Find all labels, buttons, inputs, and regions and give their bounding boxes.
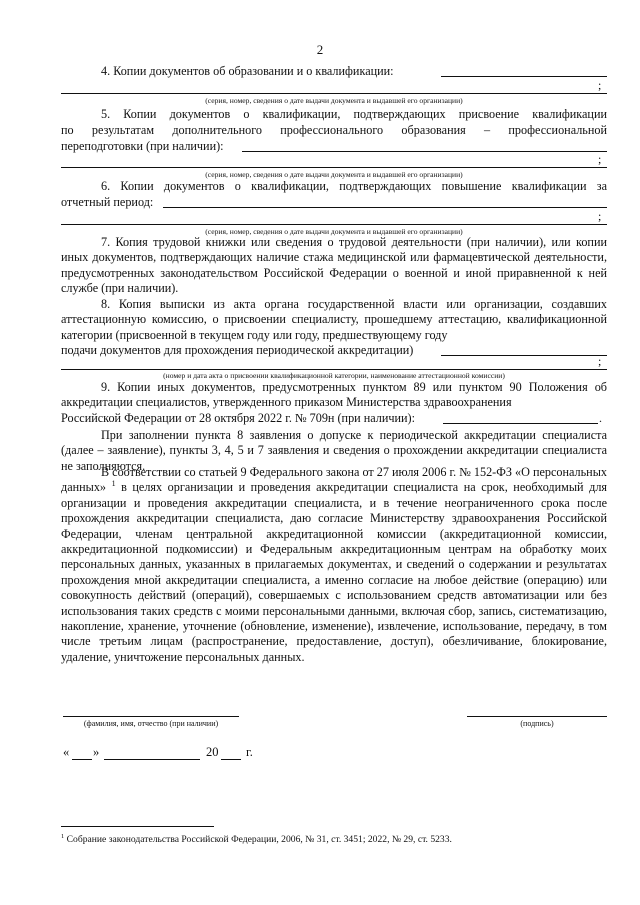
item-8-semicolon: ; [598, 354, 602, 368]
date-year-line[interactable] [221, 759, 241, 760]
item-5-line-3: переподготовки (при наличии): [61, 139, 224, 153]
item-6-line-1: 6. Копии документов о квалификации, подтверждающих повышение квалификации за [101, 179, 607, 193]
item-4-fill-line-2[interactable] [61, 93, 607, 94]
footnote-separator [61, 826, 214, 827]
item-6-line-2: отчетный период: [61, 195, 154, 209]
signature-caption: (подпись) [520, 719, 554, 728]
item-4-semicolon: ; [598, 78, 602, 92]
date-year-suffix: г. [246, 745, 253, 759]
date-open-quote: « [63, 745, 70, 759]
item-4-caption: (серия, номер, сведения о дате выдачи документа и выдавшей его организации) [205, 96, 463, 105]
date-day-line[interactable] [72, 759, 92, 760]
footnote-ref: 1 [111, 479, 116, 489]
full-name-line[interactable] [63, 716, 239, 717]
item-9-fill-line[interactable] [443, 423, 598, 424]
consent-text-after: в целях организации и проведения аккредитации специалиста на срок, необходимый для организации и проведения аккредитации специалиста, и в течение неограниченного срока после прохождения аккредитации специалиста, даю согласие Министерству здравоохранения Российской Федерации, членам центральной аккредитационной комиссии (аккредитационной комиссии, аккредитационной подкомиссии) и Федеральным аккредитационным центрам на обработку моих персональных данных, указанных в прилагаемых документах, и сведений о содержании и результатах прохождения мной аккредитации специалиста, а именно согласие на любое действие (операцию) или совокупность действий (операций), совершаемых с использованием средств автоматизации или без использования таких средств с моими персональными данными, включая сбор, запись, систематизацию, накопление, хранение, уточнение (обновление, изменение), извлечение, использование, передачу, в том числе третьим лицам (распространение, предоставление, доступ), обезличивание, блокирование, удаление, уничтожение персональных данных. [61, 480, 608, 664]
signature-line[interactable] [467, 716, 607, 717]
item-9-period: . [599, 411, 602, 425]
item-8-caption: (номер и дата акта о присвоении квалификационной категории, наименование аттестационной комиссии) [163, 371, 505, 380]
item-4-fill-line[interactable] [441, 76, 607, 77]
item-4-text: 4. Копии документов об образовании и о квалификации: [101, 64, 394, 78]
item-6-caption: (серия, номер, сведения о дате выдачи документа и выдавшей его организации) [205, 227, 463, 236]
consent-text-before: В соответствии со статьей 9 Федерального закона от 27 июля 2006 г. № 152-ФЗ «О персональных данных» [61, 465, 607, 495]
item-7-text: 7. Копия трудовой книжки или сведения о трудовой деятельности (при наличии), или копии иных документов, подтверждающих наличие стажа медицинской или фармацевтической деятельности, предусмотренных законодательством Российской Федерации о военной и иной приравненной к ней службе (при наличии). [61, 235, 607, 296]
item-5-caption: (серия, номер, сведения о дате выдачи документа и выдавшей его организации) [205, 170, 463, 179]
item-5-semicolon: ; [598, 152, 602, 166]
full-name-caption: (фамилия, имя, отчество (при наличии) [83, 719, 219, 728]
item-8-fill-line-2[interactable] [61, 369, 607, 370]
item-5-line-2: по результатам дополнительного профессионального образования – профессиональной [61, 123, 607, 137]
date-year-prefix: 20 [206, 745, 219, 759]
footnote-text: Собрание законодательства Российской Федерации, 2006, № 31, ст. 3451; 2022, № 29, ст. 5233. [66, 834, 452, 845]
item-9-last-line: Российской Федерации от 28 октября 2022 г. № 709н (при наличии): [61, 411, 415, 425]
item-5-fill-line-2[interactable] [61, 167, 607, 168]
footnote [61, 834, 452, 845]
item-6-semicolon: ; [598, 209, 602, 223]
item-6-fill-line[interactable] [163, 207, 607, 208]
item-5-fill-line[interactable] [242, 151, 607, 152]
item-8-text: 8. Копия выписки из акта органа государственной власти или организации, создавших аттестационную комиссию, о присвоении специалисту, прошедшему аттестацию, квалификационной категории (присвоенной в текущем году или году, предшествующему году [61, 297, 607, 342]
note-paragraph: При заполнении пункта 8 заявления о допуске к периодической аккредитации специалиста (далее – заявление), пункты 3, 4, 5 и 7 заявления и сведения о прохождении аккредитации специалиста не заполняются. [61, 428, 607, 473]
item-8-last-line: подачи документов для прохождения периодической аккредитации) [61, 343, 414, 357]
item-9-text: 9. Копии иных документов, предусмотренных пунктом 89 или пунктом 90 Положения об аккредитации специалистов, утвержденного приказом Министерства здравоохранения [61, 380, 607, 410]
date-close-quote: » [93, 745, 100, 759]
item-5-line-1: 5. Копии документов о квалификации, подтверждающих присвоение квалификации [101, 107, 607, 121]
footnote-mark: 1 [61, 832, 65, 840]
item-8-fill-line[interactable] [441, 355, 607, 356]
consent-paragraph [61, 465, 607, 665]
page-number: 2 [316, 42, 324, 57]
date-month-line[interactable] [104, 759, 200, 760]
item-6-fill-line-2[interactable] [61, 224, 607, 225]
